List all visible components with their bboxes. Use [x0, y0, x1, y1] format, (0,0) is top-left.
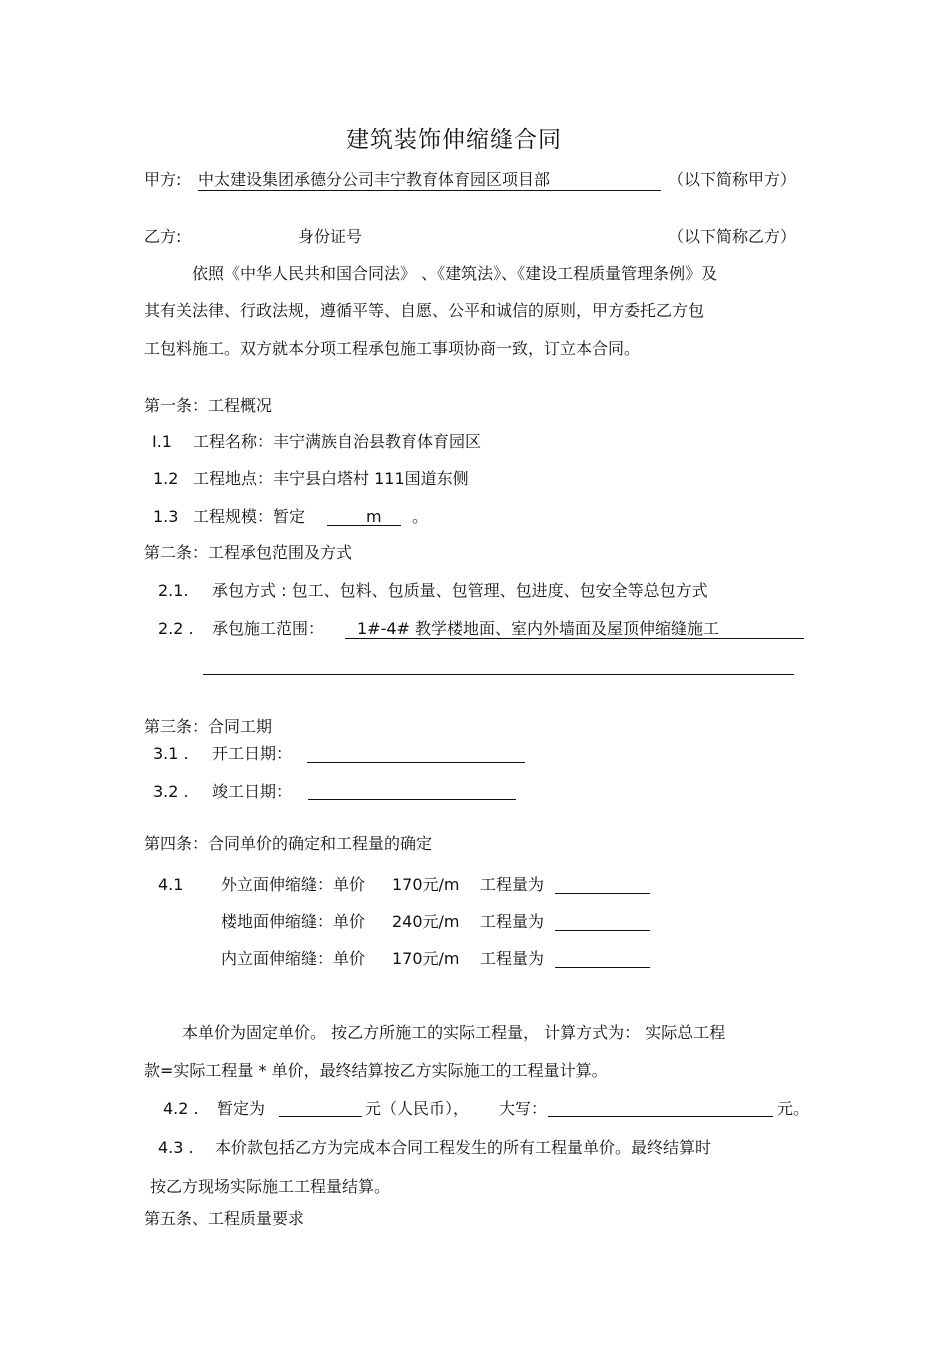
- party-a-name: 中太建设集团承德分公司丰宁教育体育园区项目部: [198, 170, 551, 189]
- article-heading: 第二条：工程承包范围及方式: [144, 543, 353, 562]
- item-text: 暂定为: [217, 1099, 266, 1118]
- scope-underline-2: [203, 674, 794, 675]
- end-date-blank: [308, 799, 516, 800]
- article-heading: 第五条、工程质量要求: [144, 1209, 305, 1228]
- item-text: 按乙方现场实际施工工程量结算。: [150, 1177, 391, 1196]
- amount-blank: [279, 1116, 362, 1117]
- item-text: 工程地点：丰宁县白塔村 111国道东侧: [193, 469, 469, 488]
- unit-price-name: 楼地面伸缩缝：单价: [221, 912, 366, 931]
- preamble-line: 工包料施工。双方就本分项工程承包施工事项协商一致，订立本合同。: [144, 339, 641, 358]
- unit-price-value: 240元/m: [392, 912, 460, 931]
- party-b-id-label: 身份证号: [298, 227, 363, 246]
- start-date-blank: [307, 762, 525, 763]
- item-text: 工程名称：丰宁满族自治县教育体育园区: [193, 432, 482, 451]
- quantity-blank: [555, 930, 650, 931]
- scale-blank: [327, 525, 401, 526]
- article-heading: 第一条：工程概况: [144, 396, 273, 415]
- page-title: 建筑装饰伸缩缝合同: [346, 127, 562, 153]
- quantity-blank: [555, 893, 650, 894]
- unit-price-value: 170元/m: [392, 875, 460, 894]
- article-heading: 第四条：合同单价的确定和工程量的确定: [144, 834, 433, 853]
- amount-caps-blank: [548, 1116, 773, 1117]
- item-text: 承包施工范围：: [212, 619, 325, 638]
- unit-price-name: 内立面伸缩缝：单价: [221, 949, 366, 968]
- quantity-blank: [555, 967, 650, 968]
- party-a-underline: [198, 190, 661, 191]
- quantity-label: 工程量为: [480, 949, 545, 968]
- party-a-suffix: （以下简称甲方）: [668, 170, 797, 189]
- item-num: 1.3: [153, 507, 179, 526]
- unit-price-name: 外立面伸缩缝：单价: [221, 875, 366, 894]
- item-text: 承包方式 : 包工、包料、包质量、包管理、包进度、包安全等总包方式: [212, 581, 708, 600]
- item-num: 1.2: [153, 469, 179, 488]
- item-text: 开工日期：: [212, 744, 293, 763]
- preamble-line: 依照《中华人民共和国合同法》 、《建筑法》、《建设工程质量管理条例》及: [192, 264, 718, 283]
- item-text: 工程规模：暂定: [193, 507, 306, 526]
- item-num: I.1: [152, 432, 172, 451]
- party-a-label: 甲方:: [144, 170, 182, 189]
- scope-underline: [345, 638, 804, 639]
- item-text: 竣工日期：: [212, 782, 293, 801]
- unit-price-value: 170元/m: [392, 949, 460, 968]
- preamble-line: 其有关法律、行政法规，遵循平等、自愿、公平和诚信的原则，甲方委托乙方包: [144, 301, 705, 320]
- amount-caps-label: 大写：: [499, 1099, 548, 1118]
- item-num: 3.2 .: [153, 782, 189, 801]
- item-num: 4.1: [158, 875, 184, 894]
- amount-unit: 元（人民币），: [365, 1099, 470, 1118]
- party-b-label: 乙方:: [144, 227, 182, 246]
- pricing-note: 款=实际工程量 * 单价，最终结算按乙方实际施工的工程量计算。: [144, 1061, 608, 1080]
- scale-end: 。: [412, 507, 429, 526]
- item-text: 本价款包括乙方为完成本合同工程发生的所有工程量单价。最终结算时: [215, 1138, 712, 1157]
- scope-text: 1#-4# 教学楼地面、室内外墙面及屋顶伸缩缝施工: [357, 619, 720, 638]
- party-b-suffix: （以下简称乙方）: [668, 227, 797, 246]
- item-num: 2.2 .: [158, 619, 194, 638]
- quantity-label: 工程量为: [480, 912, 545, 931]
- article-heading: 第三条：合同工期: [144, 717, 273, 736]
- item-num: 4.2 .: [163, 1099, 199, 1118]
- item-num: 2.1.: [158, 581, 189, 600]
- scale-unit: m: [366, 507, 382, 526]
- quantity-label: 工程量为: [480, 875, 545, 894]
- item-num: 3.1 .: [153, 744, 189, 763]
- pricing-note: 本单价为固定单价。 按乙方所施工的实际工程量， 计算方式为： 实际总工程: [182, 1023, 726, 1042]
- amount-end: 元。: [777, 1099, 810, 1118]
- item-num: 4.3 .: [158, 1138, 194, 1157]
